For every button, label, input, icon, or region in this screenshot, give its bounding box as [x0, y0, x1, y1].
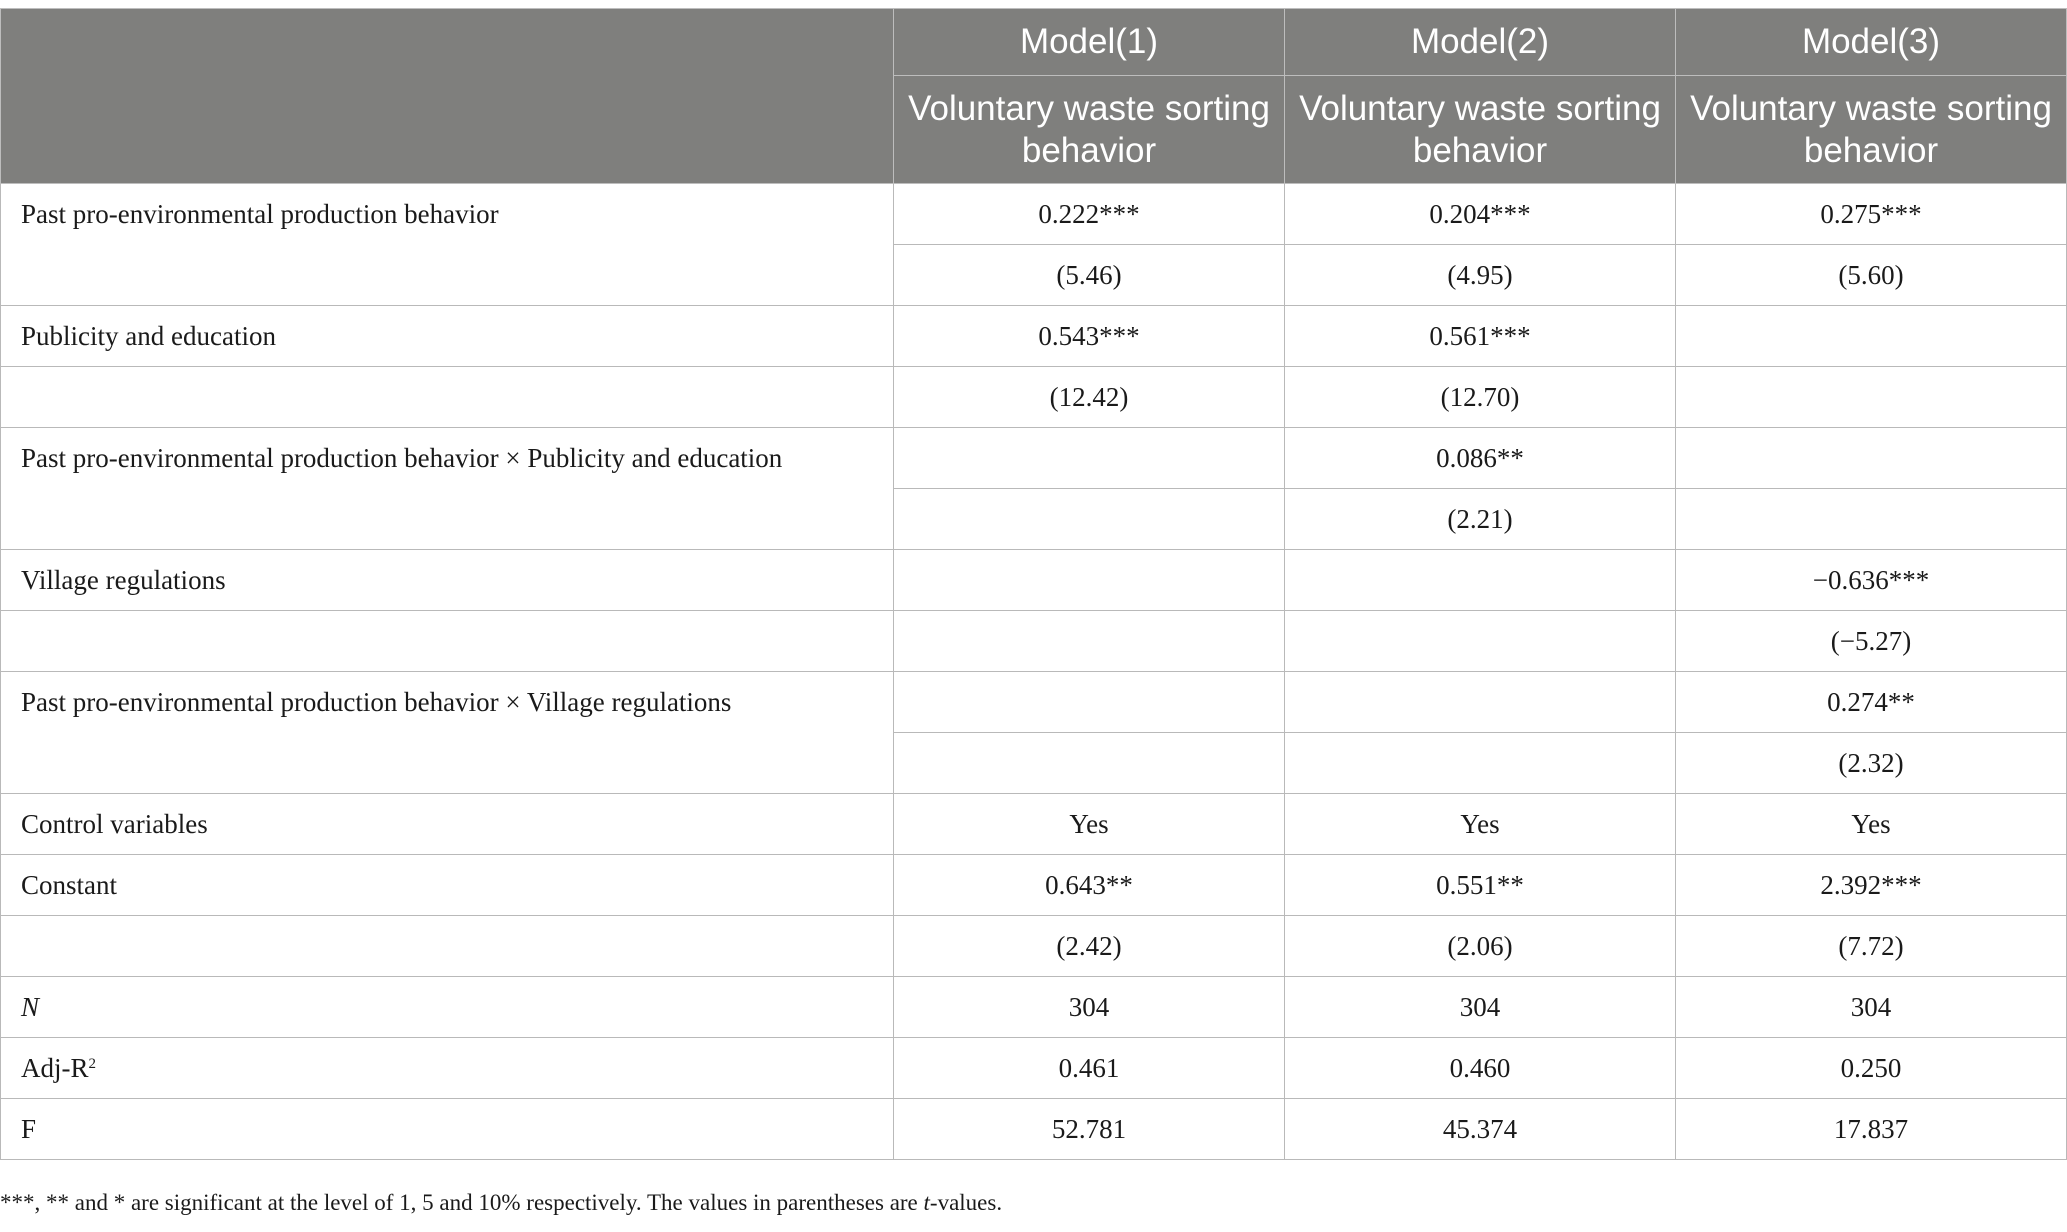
header-model-1: Model(1): [894, 9, 1285, 76]
coef-cell: 0.551**: [1285, 855, 1676, 916]
table-row: [1, 428, 2067, 489]
t-value-cell: (2.32): [1676, 733, 2067, 794]
t-value-cell: [1285, 611, 1676, 672]
value-cell: 0.461: [894, 1038, 1285, 1099]
table-row: [1, 184, 2067, 245]
value-cell: 0.460: [1285, 1038, 1676, 1099]
value-cell: 304: [894, 977, 1285, 1038]
row-label: Adj-R: [21, 1052, 89, 1083]
header-dependent-3: Voluntary waste sorting behavior: [1676, 76, 2067, 184]
row-label: Past pro-environmental production behavior × Village regulations: [1, 672, 894, 794]
value-cell: Yes: [894, 794, 1285, 855]
coef-cell: [894, 428, 1285, 489]
table-row: [1, 1099, 2067, 1160]
row-label-empty: [1, 367, 894, 428]
table-row: [1, 1038, 2067, 1099]
t-value-cell: [1676, 367, 2067, 428]
t-value-cell: [894, 611, 1285, 672]
table-row: [1, 672, 2067, 733]
coef-cell: [1285, 672, 1676, 733]
table-row: [1, 611, 2067, 672]
footnote-end: -values.: [929, 1190, 1003, 1215]
header-dependent-1: Voluntary waste sorting behavior: [894, 76, 1285, 184]
table-row: [1, 855, 2067, 916]
t-value-cell: (2.42): [894, 916, 1285, 977]
footnote-italic: t: [923, 1190, 930, 1215]
header-model-3: Model(3): [1676, 9, 2067, 76]
row-label: Past pro-environmental production behavior: [1, 184, 894, 306]
coef-cell: 0.222***: [894, 184, 1285, 245]
coef-cell: [1676, 306, 2067, 367]
coef-cell: [894, 672, 1285, 733]
header-model-2: Model(2): [1285, 9, 1676, 76]
t-value-cell: (2.21): [1285, 489, 1676, 550]
t-value-cell: (12.42): [894, 367, 1285, 428]
t-value-cell: [894, 733, 1285, 794]
row-label: Constant: [1, 855, 894, 916]
value-cell: 17.837: [1676, 1099, 2067, 1160]
row-label: Village regulations: [1, 550, 894, 611]
table-row: [1, 794, 2067, 855]
header-dependent-2: Voluntary waste sorting behavior: [1285, 76, 1676, 184]
superscript: 2: [88, 1055, 96, 1072]
coef-cell: 0.275***: [1676, 184, 2067, 245]
coef-cell: 0.274**: [1676, 672, 2067, 733]
coef-cell: [894, 550, 1285, 611]
coef-cell: 2.392***: [1676, 855, 2067, 916]
coef-cell: 0.543***: [894, 306, 1285, 367]
coef-cell: [1285, 550, 1676, 611]
row-label: F: [1, 1099, 894, 1160]
row-label-adj-r2: [1, 1038, 894, 1099]
regression-table-container: [0, 8, 2067, 1160]
row-label-empty: [1, 916, 894, 977]
coef-cell: 0.561***: [1285, 306, 1676, 367]
value-cell: 52.781: [894, 1099, 1285, 1160]
t-value-cell: [1676, 489, 2067, 550]
row-label: Control variables: [1, 794, 894, 855]
value-cell: 0.250: [1676, 1038, 2067, 1099]
table-row: [1, 977, 2067, 1038]
coef-cell: [1676, 428, 2067, 489]
t-value-cell: (2.06): [1285, 916, 1676, 977]
t-value-cell: (4.95): [1285, 245, 1676, 306]
t-value-cell: (7.72): [1676, 916, 2067, 977]
table-row: [1, 916, 2067, 977]
value-cell: Yes: [1676, 794, 2067, 855]
t-value-cell: [894, 489, 1285, 550]
header-blank: [1, 9, 894, 184]
value-cell: 304: [1285, 977, 1676, 1038]
footnote-text: ***, ** and * are significant at the level of 1, 5 and 10% respectively. The values in parentheses are: [0, 1190, 924, 1215]
t-value-cell: (−5.27): [1676, 611, 2067, 672]
t-value-cell: (12.70): [1285, 367, 1676, 428]
coef-cell: 0.204***: [1285, 184, 1676, 245]
table-row: [1, 306, 2067, 367]
t-value-cell: [1285, 733, 1676, 794]
coef-cell: −0.636***: [1676, 550, 2067, 611]
value-cell: 45.374: [1285, 1099, 1676, 1160]
table-row: [1, 550, 2067, 611]
table-row: [1, 367, 2067, 428]
row-label: Publicity and education: [1, 306, 894, 367]
coef-cell: 0.643**: [894, 855, 1285, 916]
t-value-cell: (5.46): [894, 245, 1285, 306]
row-label-empty: [1, 611, 894, 672]
row-label: N: [1, 977, 894, 1038]
t-value-cell: (5.60): [1676, 245, 2067, 306]
coef-cell: 0.086**: [1285, 428, 1676, 489]
table-footnote: [0, 1190, 1002, 1216]
header-row-models: [1, 9, 2067, 76]
regression-table: [0, 8, 2067, 1160]
value-cell: Yes: [1285, 794, 1676, 855]
row-label: Past pro-environmental production behavior × Publicity and education: [1, 428, 894, 550]
value-cell: 304: [1676, 977, 2067, 1038]
